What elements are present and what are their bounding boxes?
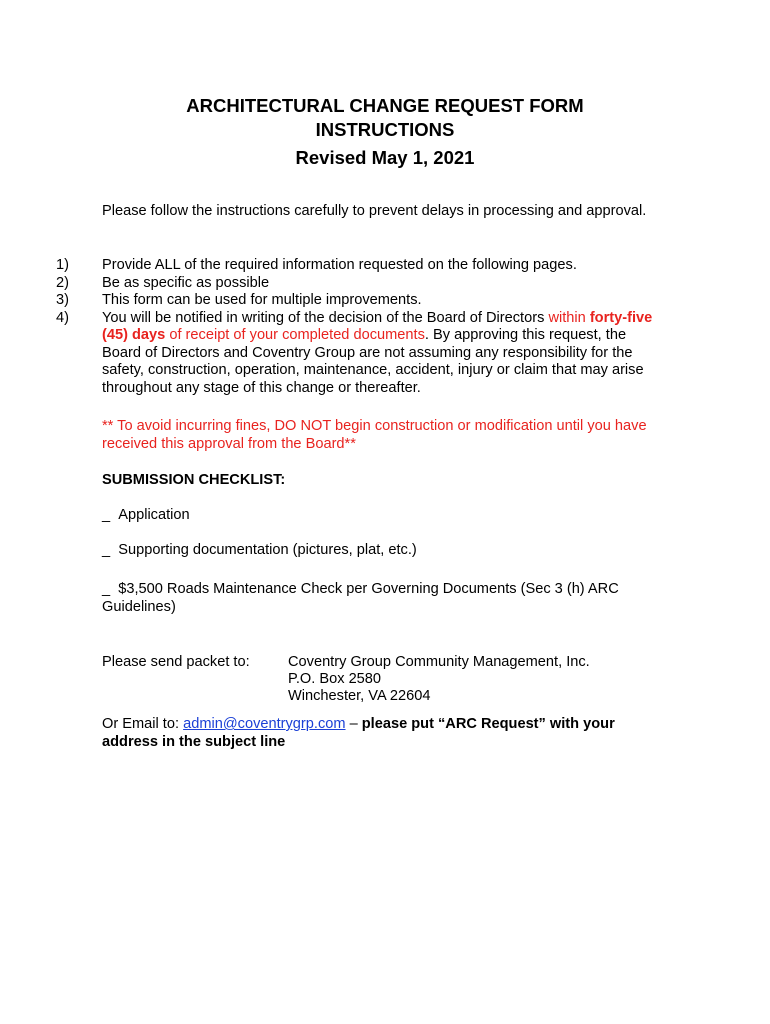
address-line: Coventry Group Community Management, Inc. (288, 654, 590, 670)
checklist-item-application (102, 507, 662, 525)
send-packet-label: Please send packet to: (102, 654, 250, 670)
checklist-item-supporting-docs (102, 542, 662, 560)
fines-warning: ** To avoid incurring fines, DO NOT begin construction or modification until you have received this approval from the Board** (102, 418, 647, 452)
step-number: 1) (56, 257, 69, 273)
deadline-text-tail: of receipt of your completed documents (165, 327, 425, 343)
deadline-text: within (548, 309, 590, 326)
checklist-heading: SUBMISSION CHECKLIST: (102, 472, 286, 488)
checklist-blank: _ (102, 542, 111, 558)
deadline-days: forty-five (45) days (102, 309, 653, 343)
step-number: 4) (56, 309, 69, 326)
form-title: ARCHITECTURAL CHANGE REQUEST FORM (186, 95, 584, 116)
address-line: P.O. Box 2580 (288, 671, 382, 687)
email-link[interactable]: admin@coventrygrp.com (183, 716, 346, 732)
checklist-label: $3,500 Roads Maintenance Check per Governing Documents (Sec 3 (h) ARC Guidelines) (102, 581, 619, 615)
email-prefix: Or Email to: (102, 716, 184, 732)
intro-paragraph: Please follow the instructions carefully to prevent delays in processing and approval. (102, 203, 647, 219)
email-instructions (102, 716, 662, 751)
mailing-address (288, 654, 590, 705)
step-text: Provide ALL of the required information requested on the following pages. (102, 257, 577, 273)
checklist-blank: _ (102, 507, 111, 523)
step-text: Be as specific as possible (102, 274, 270, 291)
step-text: This form can be used for multiple improvements. (102, 292, 422, 308)
email-dash: – (345, 716, 362, 732)
step-item (56, 292, 666, 310)
step-item (56, 310, 666, 398)
checklist-label: Supporting documentation (pictures, plat, etc.) (118, 542, 417, 558)
step-text-tail: . By approving this request, the Board of Directors and Coventry Group are not assuming any responsibility for the safety, construction, operation, maintenance, accident, injury or claim that may arise throughout any stage of this change or thereafter. (102, 327, 644, 396)
step-item (56, 275, 666, 293)
form-subtitle: INSTRUCTIONS (315, 119, 455, 140)
instruction-steps (56, 257, 666, 397)
address-line: Winchester, VA 22604 (288, 688, 431, 704)
step-text: You will be notified in writing of the decision of the Board of Directors (102, 309, 549, 326)
checklist-item-roads-check (102, 581, 662, 616)
checklist-label: Application (118, 507, 190, 523)
step-item (56, 257, 666, 275)
email-subject-instruction: please put “ARC Request” with your address in the subject line (102, 716, 615, 750)
revision-date: Revised May 1, 2021 (295, 147, 475, 168)
step-number: 2) (56, 274, 69, 291)
checklist-blank: _ (102, 581, 111, 597)
step-number: 3) (56, 292, 69, 308)
